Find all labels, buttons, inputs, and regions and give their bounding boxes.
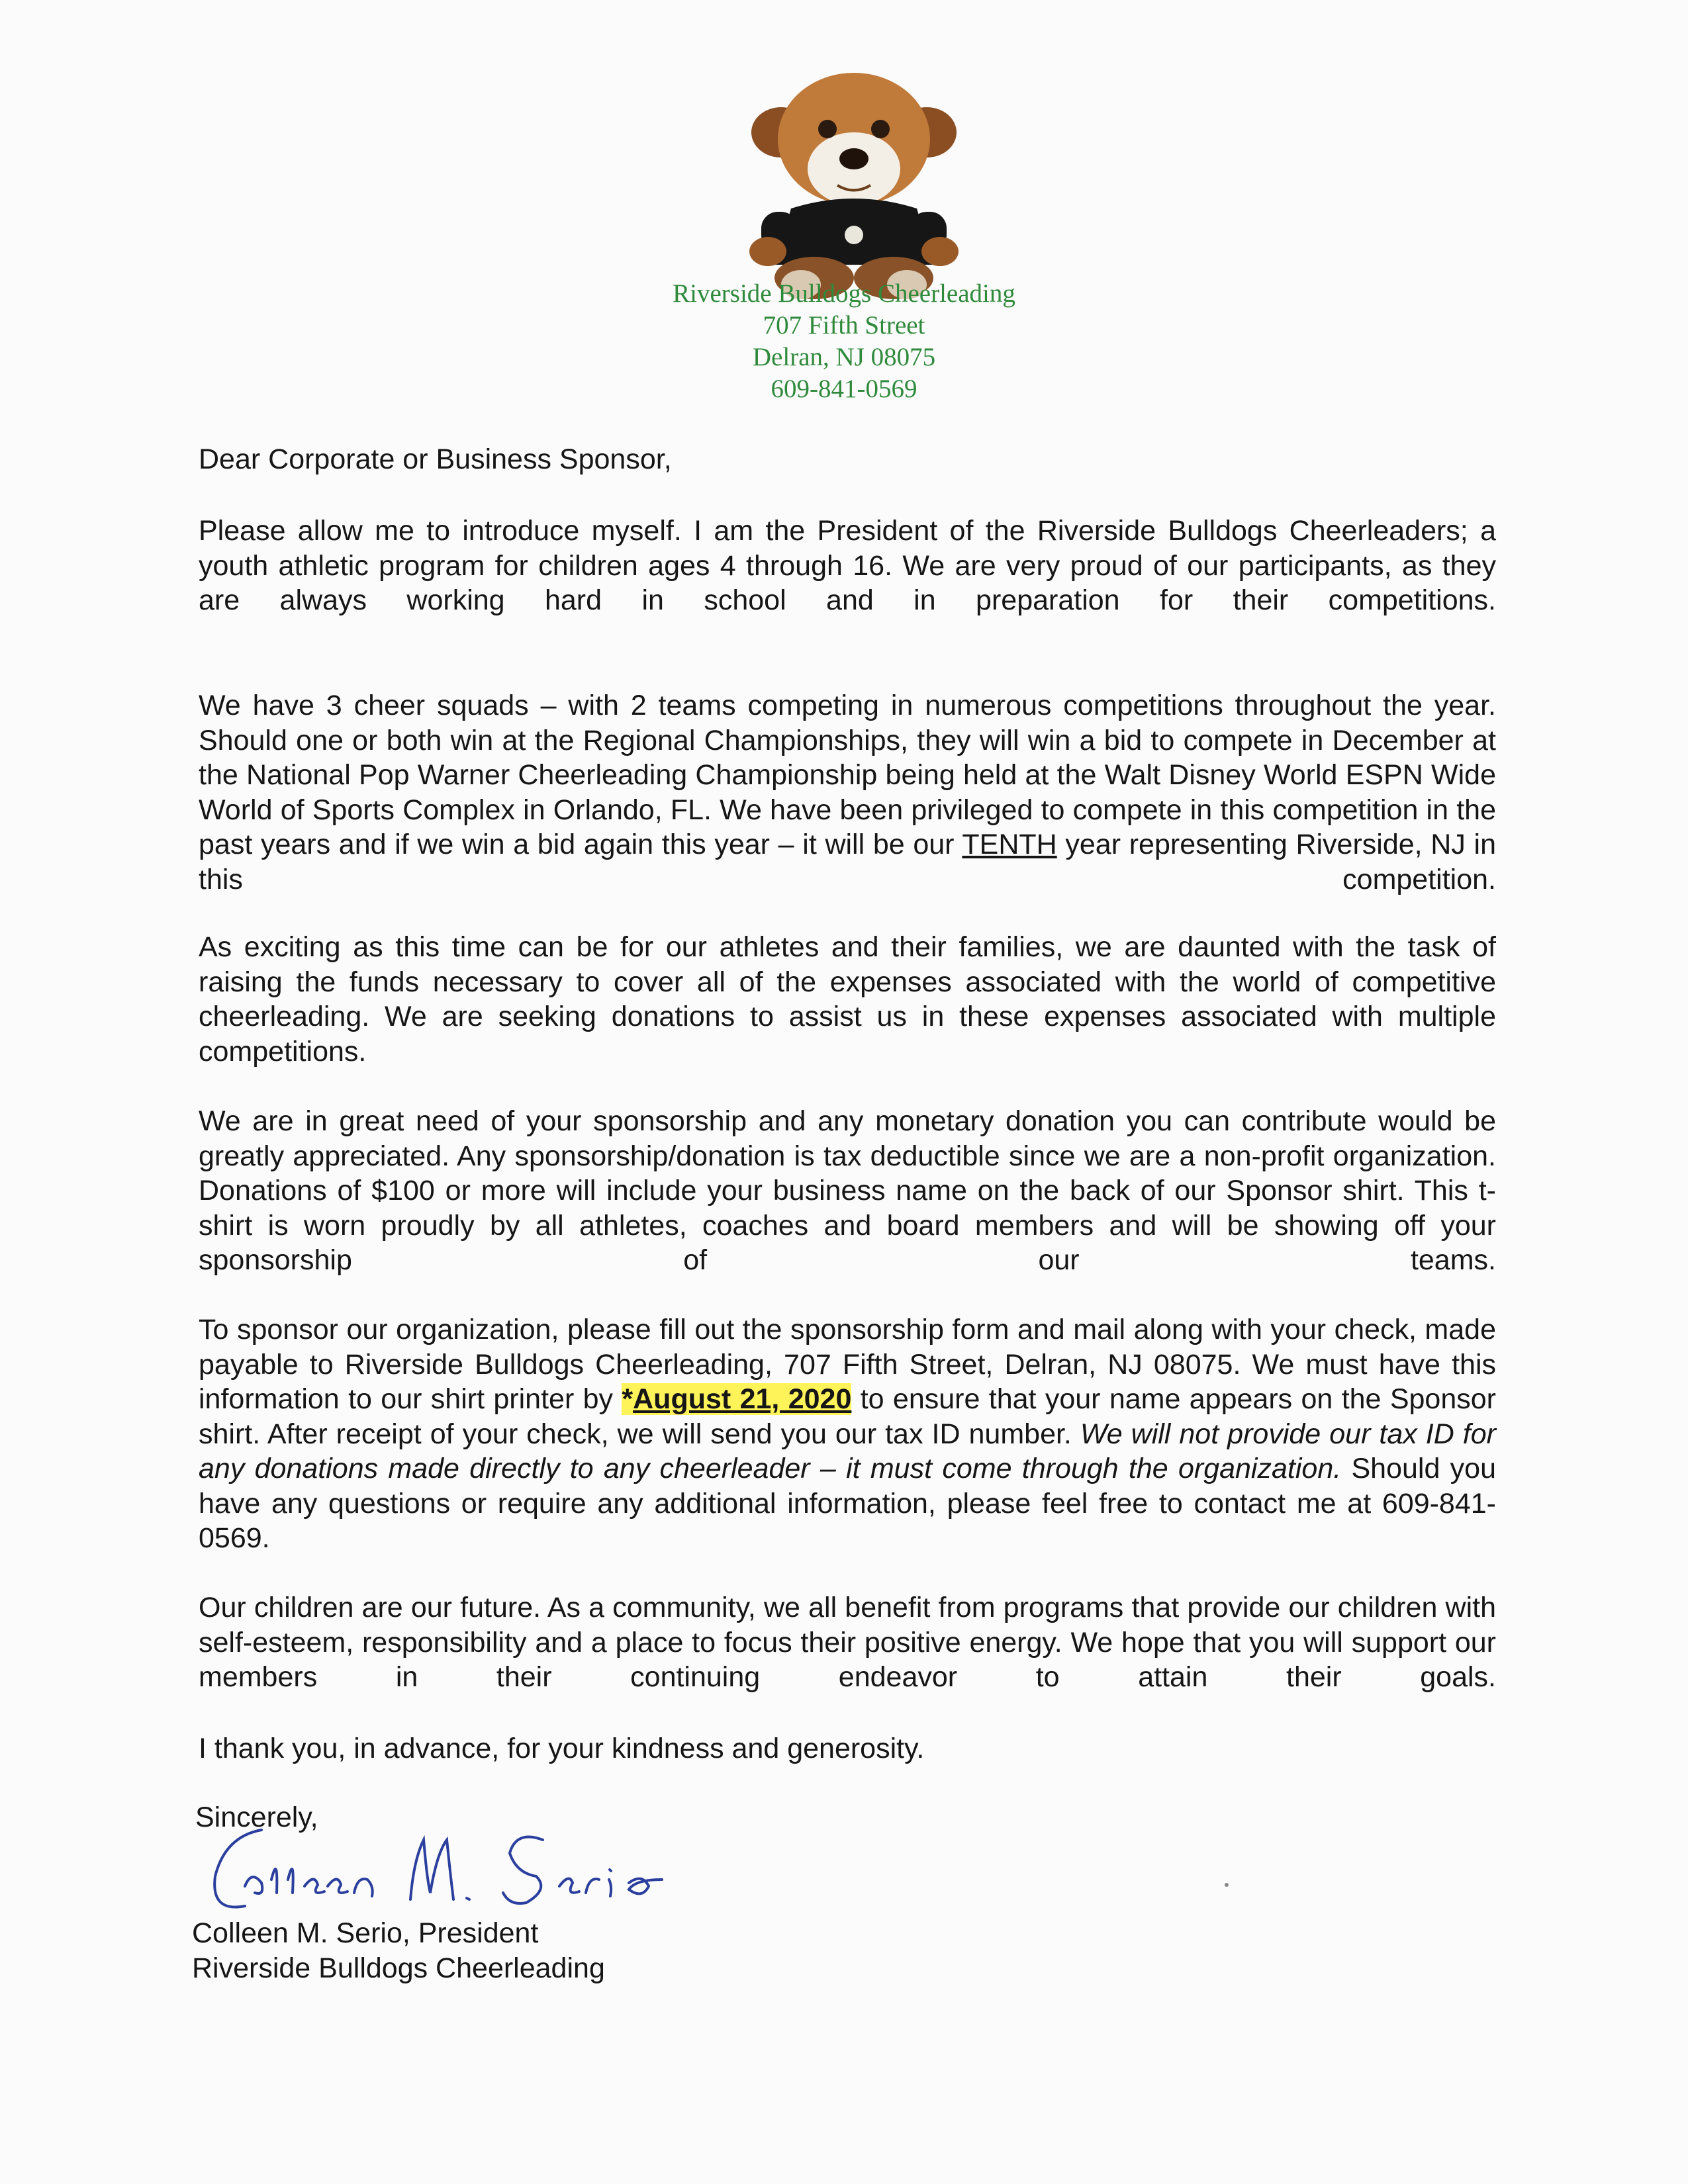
- paragraph-sponsorship: We are in great need of your sponsorship and any monetary donation you can contribute would be greatly appreciated. Any sponsorship/donation is tax deductible since we are a non-profit organization. Donations of $100 or more will include your business name on the back of our Sponsor shirt. This t-shirt is worn proudly by all athletes, coaches and board members and will be showing off your sponsorship of our teams.: [199, 1105, 1496, 1276]
- paragraph-squads-text: We have 3 cheer squads – with 2 teams competing in numerous competitions throughout the year. Should one or both win at the Regional Championships, they will win a bid to compete in December at the National Pop Warner Cheerleading Championship being held at the Walt Disney World ESPN Wide World of Sports Complex in Orlando, FL. We have been privileged to compete in this competition in the past years and if we win a bid again this year – it will be our: [199, 690, 1496, 860]
- greeting: Dear Corporate or Business Sponsor,: [199, 443, 672, 475]
- thanks-line: I thank you, in advance, for your kindness and generosity.: [199, 1733, 925, 1764]
- instructions-middle: to ensure that your name appears on the Sponsor shirt. After receipt of your check, we will send you our tax ID number.: [199, 1383, 1496, 1450]
- deadline-date: August 21, 2020: [633, 1383, 852, 1415]
- letterhead: [579, 278, 1109, 405]
- letterhead-phone: 609-841-0569: [771, 375, 917, 403]
- letterhead-city-state-zip: Delran, NJ 08075: [752, 343, 936, 371]
- signer-name-title: Colleen M. Serio, President: [192, 1917, 539, 1949]
- instructions-tail: Should you have any questions or require any additional information, please feel free to contact me at 609-841-0569.: [199, 1453, 1496, 1554]
- tenth-underlined: TENTH: [962, 829, 1057, 860]
- paragraph-squads: [199, 688, 1496, 932]
- tax-id-notice: We will not provide our tax ID for any donations made directly to any cheerleader – it must come through the organization.: [199, 1418, 1496, 1484]
- scan-speck: [1225, 1883, 1229, 1887]
- closing: Sincerely,: [195, 1801, 318, 1833]
- deadline-asterisk: *: [622, 1383, 633, 1415]
- letterhead-org-name: Riverside Bulldogs Cheerleading: [673, 279, 1015, 308]
- paragraph-squads-tail: year representing Riverside, NJ in this competition.: [199, 829, 1496, 895]
- letterhead-street: 707 Fifth Street: [763, 311, 925, 340]
- instructions-text: To sponsor our organization, please fill out the sponsorship form and mail along with your check, made payable to Riverside Bulldogs Cheerleading, 707 Fifth Street, Delran, NJ 08075. We must have this information to our shirt printer by: [199, 1314, 1496, 1415]
- paragraph-funding: As exciting as this time can be for our athletes and their families, we are daunted with the task of raising the funds necessary to cover all of the expenses associated with the world of competitive cheerleading. We are seeking donations to assist us in these expenses associated with multiple competitions.: [199, 931, 1496, 1068]
- signer-organization: Riverside Bulldogs Cheerleading: [192, 1952, 605, 1984]
- paragraph-instructions: [199, 1312, 1496, 1590]
- bulldog-plush-mascot-icon: [735, 53, 973, 304]
- handwritten-signature: [199, 1813, 768, 1926]
- paragraph-community: Our children are our future. As a community, we all benefit from programs that provide our children with self-esteem, responsibility and a place to focus their positive energy. We hope that you will support our members in their continuing endeavor to attain their goals.: [199, 1592, 1496, 1693]
- paragraph-introduction: Please allow me to introduce myself. I am the President of the Riverside Bulldogs Cheerleaders; a youth athletic program for children ages 4 through 16. We are very proud of our participants, as they are always working hard in school and in preparation for their competitions.: [199, 515, 1496, 616]
